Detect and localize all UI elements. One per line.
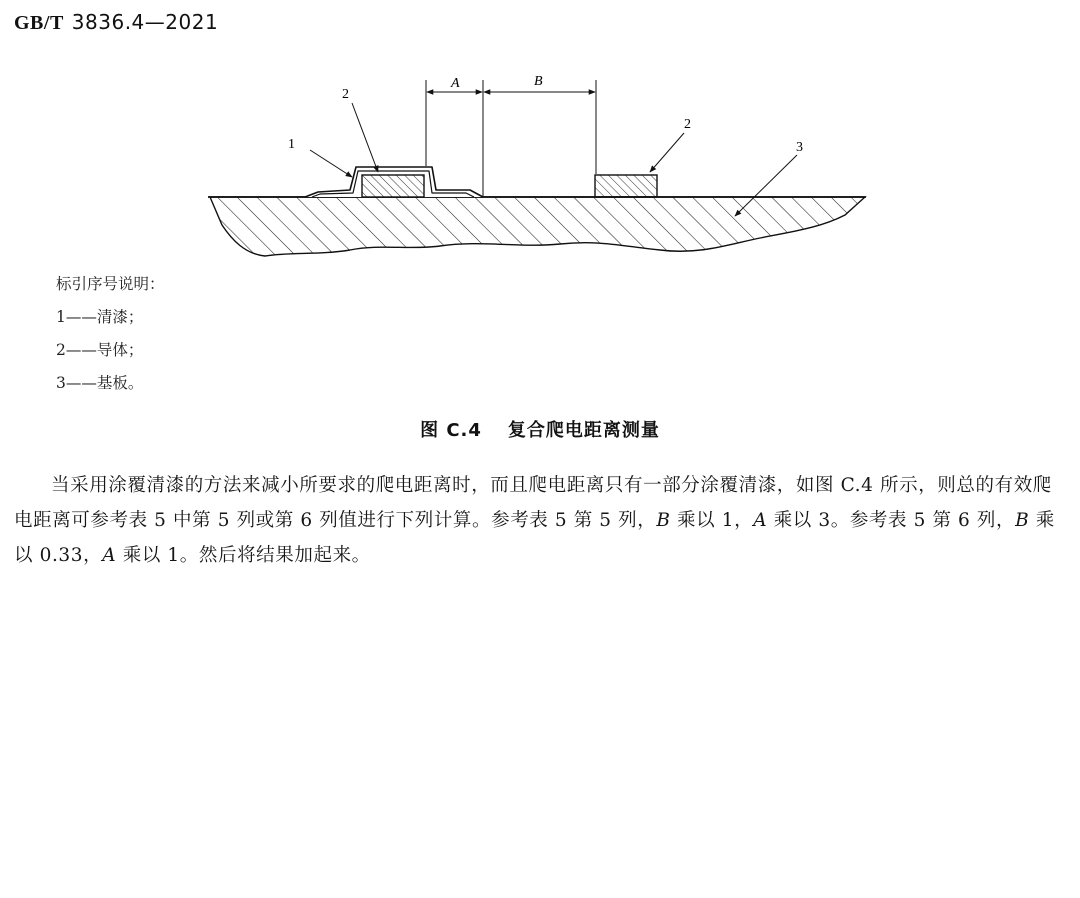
document-header	[14, 10, 218, 35]
callout-1: 1	[288, 137, 295, 152]
label-b: B	[534, 74, 543, 89]
conductor-right	[595, 175, 657, 197]
figure-title: 复合爬电距离测量	[507, 420, 660, 441]
standard-code: GB/T	[14, 12, 64, 34]
callout-3: 3	[796, 140, 803, 155]
conductor-left	[362, 175, 424, 197]
paragraph-text: 当采用涂覆清漆的方法来减小所要求的爬电距离时，而且爬电距离只有一部分涂覆清漆，如图 C.4 所示，则总的有效爬电距离可参考表 5 中第 5 列或第 6 列值进行下列计算。参考表 5 第 5 列，	[14, 475, 1052, 531]
paragraph-text: 乘以 1。然后将结果加起来。	[116, 545, 371, 566]
paragraph-text: 乘以 1，	[670, 510, 754, 531]
substrate	[210, 197, 865, 256]
legend-item: 1——清漆；	[56, 308, 144, 326]
callout-2-left: 2	[342, 87, 349, 102]
variable-b: B	[1015, 510, 1030, 531]
creepage-figure	[0, 60, 1080, 260]
paragraph-text: 乘以 3。参考表 5 第 6 列，	[767, 510, 1016, 531]
figure-caption	[0, 416, 1080, 442]
paragraph-text: 乘以 0.33，	[14, 510, 1055, 566]
label-a: A	[451, 76, 460, 91]
legend-item: 2——导体；	[56, 341, 144, 359]
figure-legend	[56, 268, 165, 400]
callout-2-right: 2	[684, 117, 691, 132]
standard-number: 3836.4—2021	[71, 10, 219, 34]
legend-title: 标引序号说明：	[56, 275, 165, 293]
variable-a: A	[753, 510, 768, 531]
body-paragraph	[14, 468, 1066, 573]
legend-item: 3——基板。	[56, 374, 144, 392]
figure-number: 图 C.4	[420, 420, 482, 441]
variable-a: A	[102, 545, 117, 566]
variable-b: B	[656, 510, 671, 531]
